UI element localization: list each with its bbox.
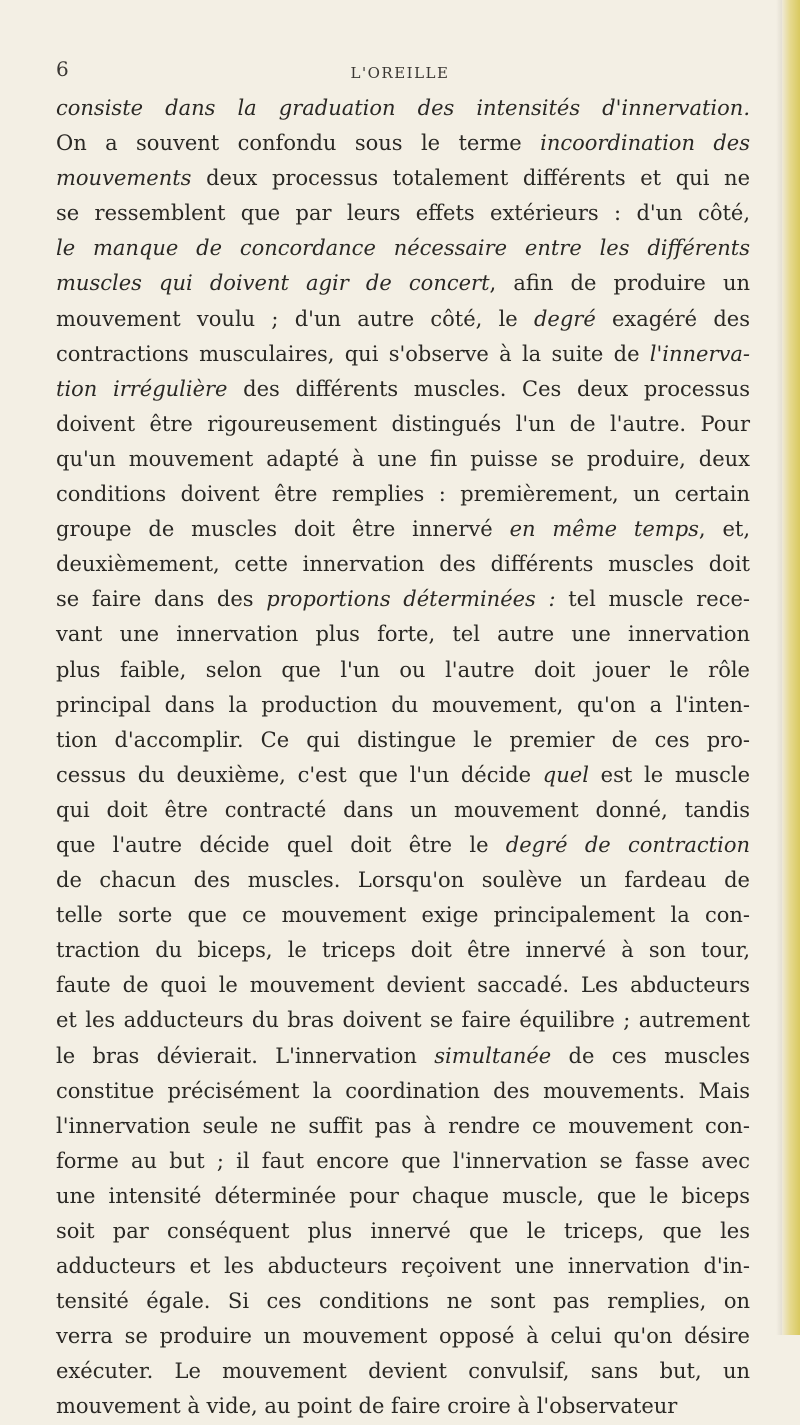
text-line (56, 1109, 750, 1144)
italic-text: en même temps (509, 517, 699, 542)
text-run: deuxièmement, cette innervation des différents muscles doit (56, 552, 750, 577)
italic-text: tion irrégulière (56, 376, 228, 401)
text-line (56, 1284, 750, 1319)
text-line (56, 1354, 750, 1389)
page-number: 6 (56, 57, 69, 81)
text-run: se ressemblent que par leurs effets extérieurs : d'un côté, (56, 201, 750, 226)
text-line (56, 617, 750, 652)
text-line (56, 828, 750, 863)
running-head: L'OREILLE (350, 64, 450, 82)
text-run: traction du biceps, le triceps doit être innervé à son tour, (56, 938, 750, 963)
italic-text: muscles qui doivent agir de concert (56, 271, 490, 296)
text-run: exagéré des (595, 306, 750, 331)
text-run: de ces muscles (551, 1043, 750, 1068)
text-run: et les adducteurs du bras doivent se faire équilibre ; autrement (56, 1008, 750, 1033)
text-line (56, 1389, 750, 1424)
text-run: qu'un mouvement adapté à une fin puisse se produire, deux (56, 446, 750, 471)
text-line (56, 653, 750, 688)
text-run: groupe de muscles doit être innervé (56, 517, 510, 542)
text-line (56, 1179, 750, 1214)
text-line (56, 1074, 750, 1109)
text-line (56, 793, 750, 828)
text-run: , et, (698, 517, 751, 542)
text-run: de chacun des muscles. Lorsqu'on soulève un fardeau de (56, 868, 750, 893)
text-run: deux processus totalement différents et qui ne (191, 166, 750, 191)
body-text (56, 91, 750, 1425)
text-line (56, 1039, 750, 1074)
text-line (56, 547, 750, 582)
text-run: que l'autre décide quel doit être le (56, 832, 506, 857)
text-run: telle sorte que ce mouvement exige principalement la con- (56, 903, 750, 928)
text-run: soit par conséquent plus innervé que le triceps, que les (56, 1219, 750, 1243)
italic-text: le manque de concordance nécessaire entre les différents (56, 236, 750, 261)
text-run: On a souvent confondu sous le terme (56, 131, 541, 156)
italic-text: l'innerva- (649, 341, 750, 366)
text-line (56, 337, 750, 372)
text-run: principal dans la production du mouvement, qu'on a l'inten- (56, 692, 750, 717)
text-line (56, 372, 750, 407)
text-run: constitue précisément la coordination des mouvements. Mais (56, 1078, 750, 1103)
text-run: forme au but ; il faut encore que l'innervation se fasse avec (56, 1148, 750, 1173)
text-line (56, 582, 750, 617)
text-line (56, 1319, 750, 1354)
text-line (56, 933, 750, 968)
text-line (56, 91, 750, 126)
text-line (56, 863, 750, 898)
italic-text: degré de contraction (505, 832, 750, 857)
text-line (56, 231, 750, 266)
text-run: une intensité déterminée pour chaque muscle, que le biceps (56, 1183, 750, 1208)
text-line (56, 758, 750, 793)
text-run: qui doit être contracté dans un mouvement donné, tandis (56, 797, 750, 822)
text-run: faute de quoi le mouvement devient saccadé. Les abducteurs (56, 973, 750, 998)
text-line (56, 196, 750, 231)
text-line (56, 161, 750, 196)
text-run: plus faible, selon que l'un ou l'autre doit jouer le rôle (56, 657, 750, 682)
text-line (56, 1144, 750, 1179)
text-run: tel muscle rece- (555, 587, 751, 612)
text-run: l'innervation seule ne suffit pas à rendre ce mouvement con- (56, 1113, 750, 1138)
text-run: doivent être rigoureusement distingués l'un de l'autre. Pour (56, 411, 750, 436)
text-run: adducteurs et les abducteurs reçoivent une innervation d'in- (56, 1254, 750, 1279)
text-run: verra se produire un mouvement opposé à celui qu'on désire (56, 1324, 750, 1349)
italic-text: mouvements (56, 166, 192, 191)
italic-text: consiste dans la graduation des intensités d'innervation. (56, 96, 750, 120)
text-line (56, 1214, 750, 1249)
text-run: est le muscle (588, 762, 750, 787)
text-run: conditions doivent être remplies : premièrement, un certain (56, 482, 750, 507)
text-run: contractions musculaires, qui s'observe à la suite de (56, 341, 650, 366)
text-line (56, 723, 750, 758)
text-line (56, 477, 750, 512)
text-line (56, 126, 750, 161)
text-line (56, 968, 750, 1003)
text-run: se faire dans des (56, 587, 267, 612)
italic-text: degré (533, 306, 596, 331)
text-line (56, 1003, 750, 1038)
italic-text: simultanée (434, 1043, 552, 1068)
text-run: exécuter. Le mouvement devient convulsif, sans but, un (56, 1359, 750, 1384)
text-run: le bras dévierait. L'innervation (56, 1043, 435, 1068)
page-edge (782, 0, 800, 1335)
italic-text: incoordination des (540, 131, 750, 156)
text-line (56, 898, 750, 933)
text-line (56, 1249, 750, 1284)
text-run: cessus du deuxième, c'est que l'un décide (56, 762, 543, 787)
text-line (56, 512, 750, 547)
text-run: mouvement voulu ; d'un autre côté, le (56, 306, 534, 331)
text-run: mouvement à vide, au point de faire croire à l'observateur (56, 1394, 678, 1419)
text-line (56, 266, 750, 301)
text-run: tensité égale. Si ces conditions ne sont pas remplies, on (56, 1289, 750, 1314)
text-run: tion d'accomplir. Ce qui distingue le premier de ces pro- (56, 727, 750, 752)
text-run: vant une innervation plus forte, tel autre une innervation (56, 622, 750, 647)
text-line (56, 302, 750, 337)
text-run: , afin de produire un (489, 271, 751, 296)
italic-text: quel (542, 762, 589, 787)
text-line (56, 442, 750, 477)
text-line (56, 407, 750, 442)
text-run: des différents muscles. Ces deux processus (227, 376, 751, 401)
italic-text: proportions déterminées : (266, 587, 556, 612)
text-line (56, 688, 750, 723)
